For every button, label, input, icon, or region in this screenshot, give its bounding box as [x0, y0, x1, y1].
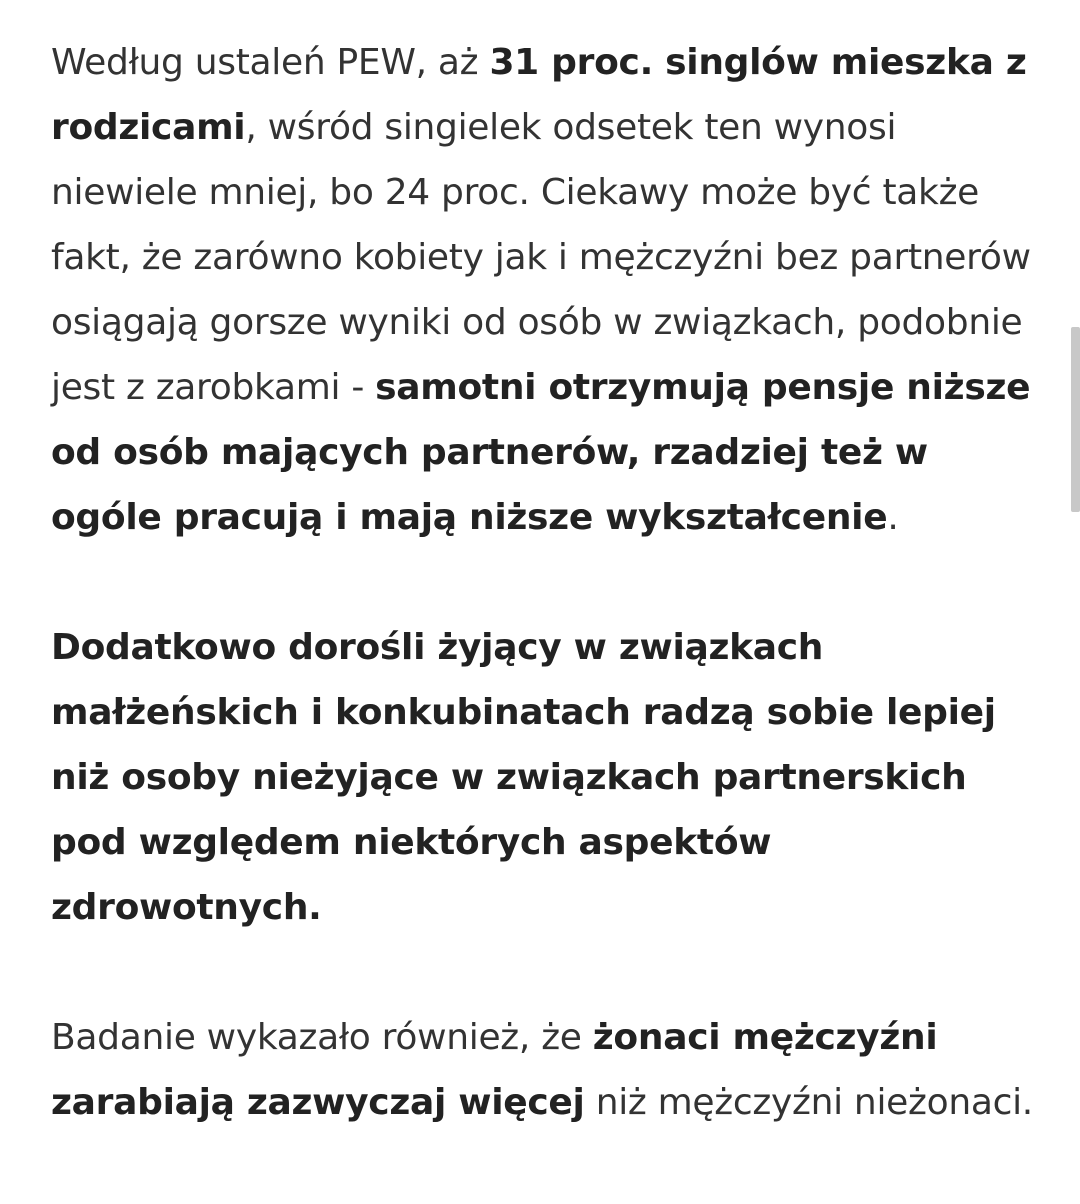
text-segment: niż mężczyźni nieżonaci. — [584, 1082, 1033, 1123]
text-segment: Badanie wykazało również, że — [51, 1017, 593, 1058]
bold-text-segment: żonaci mężczyźni zarabiają zazwyczaj więcej — [51, 1017, 938, 1123]
text-segment: Według ustaleń PEW, aż — [51, 42, 490, 83]
scrollbar-thumb[interactable] — [1071, 327, 1080, 512]
text-segment: , wśród singielek odsetek ten wynosi niewiele mniej, bo 24 proc. Ciekawy może być także fakt, że zarówno kobiety jak i mężczyźni bez partnerów osiągają gorsze wyniki od osób w związkach, podobnie jest z zarobkami - — [51, 107, 1031, 408]
bold-text-segment: 31 proc. singlów mieszka z rodzicami — [51, 42, 1027, 148]
text-segment: . — [887, 497, 899, 538]
paragraph-1 — [51, 30, 1041, 550]
paragraph-2 — [51, 615, 1041, 940]
article-body — [51, 30, 1041, 1135]
bold-text-segment: samotni otrzymują pensje niższe od osób mających partnerów, rzadziej też w ogóle pracują i mają niższe wykształcenie — [51, 367, 1031, 538]
bold-text-segment: Dodatkowo dorośli żyjący w związkach małżeńskich i konkubinatach radzą sobie lepiej niż osoby nieżyjące w związkach partnerskich pod względem niektórych aspektów zdrowotnych. — [51, 627, 996, 928]
paragraph-3 — [51, 1005, 1041, 1135]
